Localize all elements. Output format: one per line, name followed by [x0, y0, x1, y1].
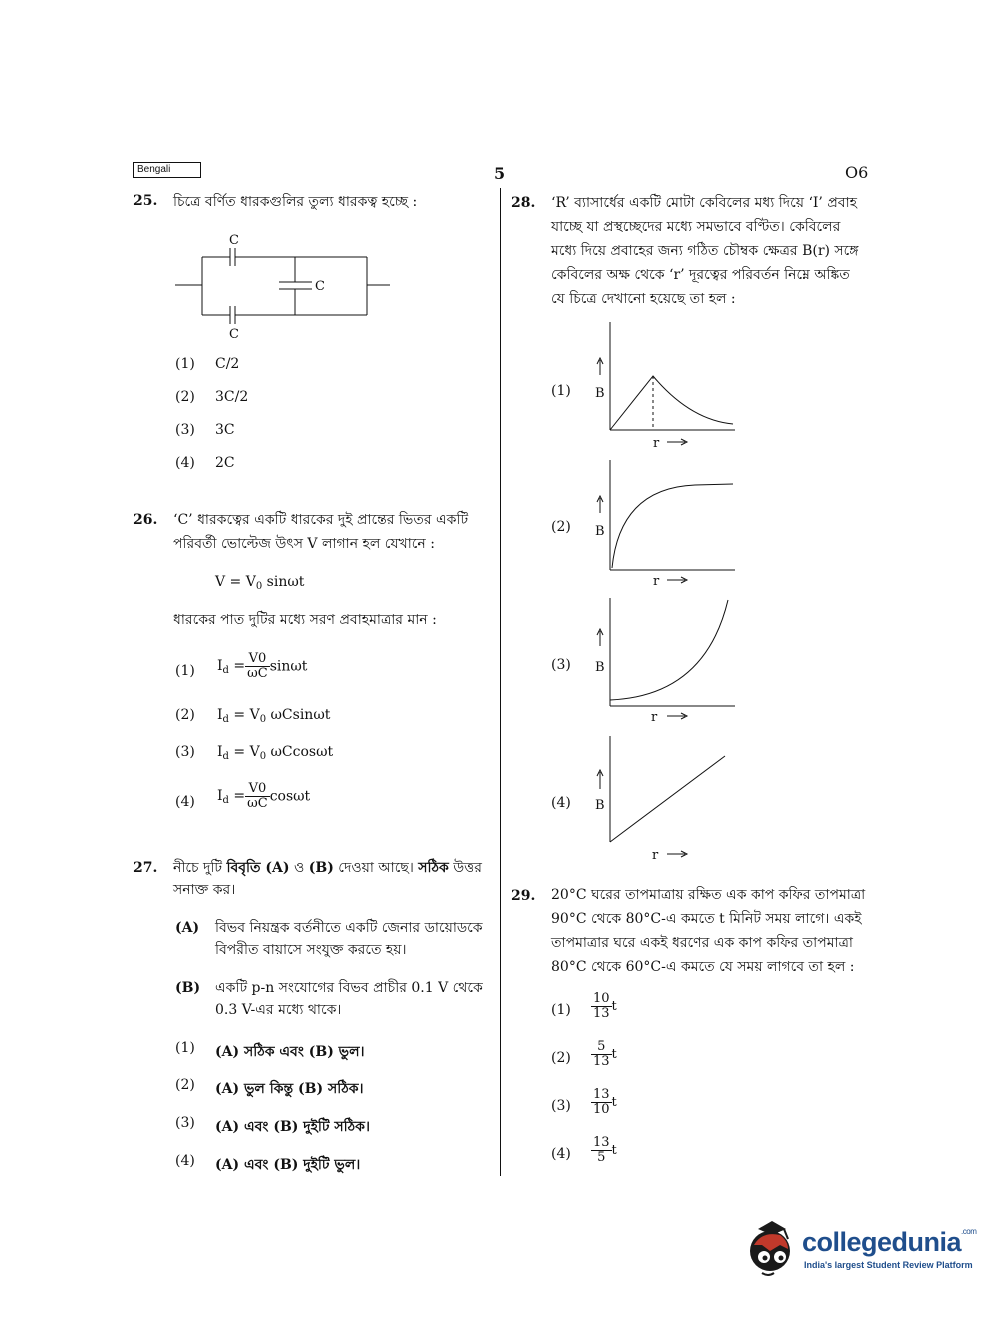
circuit-label-top: C [229, 233, 239, 248]
q28-option-4[interactable]: (4) [551, 795, 571, 811]
question-text-26-line2: পরিবর্তী ভোল্টেজ উৎস V লাগান হল যেখানে : [173, 536, 435, 552]
question-text-27-line1: নীচে দুটি বিবৃতি (A) ও (B) দেওয়া আছে। সঠিক উত্তর [173, 860, 482, 876]
question-text-29-line4: 80°C থেকে 60°C-এ কমতে যে সময় লাগবে তা হল : [551, 959, 855, 975]
statement-a-line2: বিপরীত বায়াসে সংযুক্ত করতে হয়। [215, 942, 407, 958]
equation-v: $V = V_0$ sinωt [215, 574, 305, 592]
graph4-y-label: B [595, 798, 605, 813]
graph-option-4 [585, 734, 745, 869]
graph3-x-label: r [651, 710, 658, 725]
q27-option-3[interactable]: (3) (A) এবং (B) দুইটি সঠিক। [175, 1115, 370, 1135]
question-prompt-26: ধারকের পাত দুটির মধ্যে সরণ প্রবাহমাত্রার মান : [173, 612, 437, 628]
q25-option-1[interactable]: (1) C/2 [175, 356, 240, 372]
question-text-27-line2: সনাক্ত কর। [173, 882, 236, 898]
q25-option-4[interactable]: (4) 2C [175, 455, 235, 471]
graph1-y-label: B [595, 386, 605, 401]
statement-b-line2: 0.3 V-এর মধ্যে থাকে। [215, 1002, 342, 1018]
q25-option-3[interactable]: (3) 3C [175, 422, 235, 438]
question-text-28-line4: কেবিলের অক্ষ থেকে ‘r’ দূরত্বের পরিবর্তন নিম্নে অঙ্কিত [551, 267, 850, 283]
statement-a-label: (A) [175, 920, 200, 936]
question-number-27: 27. [133, 860, 158, 876]
question-text-29-line3: তাপমাত্রার ঘরে একই ধরণের এক কাপ কফির তাপমাত্রা [551, 935, 853, 951]
q28-option-1[interactable]: (1) [551, 383, 571, 399]
column-divider [500, 188, 501, 1176]
q27-option-2[interactable]: (2) (A) ভুল কিন্তু (B) সঠিক। [175, 1077, 364, 1097]
logo-brand: collegedunia$^{.com}$ [802, 1227, 977, 1257]
capacitor-circuit [175, 230, 395, 345]
q25-option-2[interactable]: (2) 3C/2 [175, 389, 249, 405]
logo-tagline: India's largest Student Review Platform [804, 1260, 973, 1270]
question-number-26: 26. [133, 512, 158, 528]
q26-option-2[interactable]: (2) $I_d = V_0$ ωCsinωt [175, 707, 331, 725]
q27-option-4[interactable]: (4) (A) এবং (B) দুইটি ভুল। [175, 1153, 361, 1173]
question-number-25: 25. [133, 193, 158, 209]
question-text-28-line5: যে চিত্রে দেখানো হয়েছে তা হল : [551, 291, 736, 307]
statement-b-line1: একটি p-n সংযোগের বিভব প্রাচীর 0.1 V থেকে [215, 980, 483, 996]
graph3-y-label: B [595, 660, 605, 675]
statement-b-label: (B) [175, 980, 201, 996]
graph-option-3 [585, 596, 745, 731]
q28-option-2[interactable]: (2) [551, 519, 571, 535]
graph-option-1 [585, 320, 745, 455]
paper-code: O6 [845, 163, 869, 182]
q28-option-3[interactable]: (3) [551, 657, 571, 673]
collegedunia-logo[interactable] [740, 1215, 980, 1285]
graph1-x-label: r [653, 436, 660, 451]
graph4-x-label: r [652, 848, 659, 863]
question-text-28-line3: মধ্যে দিয়ে প্রবাহের জন্য গঠিত চৌম্বক ক্ষেত্রর B(r) সঙ্গে [551, 243, 859, 259]
question-text-25: চিত্রে বর্ণিত ধারকগুলির তুল্য ধারকত্ব হচ্ছে : [173, 194, 418, 210]
statement-a-line1: বিভব নিয়ন্ত্রক বর্তনীতে একটি জেনার ডায়োডকে [215, 920, 483, 936]
question-text-28-line2: যাচ্ছে যা প্রস্থচ্ছেদের মধ্যে সমভাবে বণ্টিত। কেবিলের [551, 219, 841, 235]
circuit-label-middle: C [315, 279, 325, 294]
question-text-29-line2: 90°C থেকে 80°C-এ কমতে t মিনিট সময় লাগে। একই [551, 911, 862, 927]
q26-option-3[interactable]: (3) $I_d = V_0$ ωCcosωt [175, 744, 334, 762]
question-number-28: 28. [511, 195, 536, 211]
language-tag: Bengali [133, 162, 201, 178]
question-text-26-line1: ‘C’ ধারকত্বের একটি ধারকের দুই প্রান্তের ভিতর একটি [173, 512, 469, 528]
page-number: 5 [494, 164, 506, 183]
question-text-28-line1: ‘R’ ব্যাসার্ধের একটি মোটা কেবিলের মধ্য দিয়ে ‘I’ প্রবাহ [551, 195, 857, 211]
question-text-29-line1: 20°C ঘরের তাপমাত্রায় রক্ষিত এক কাপ কফির তাপমাত্রা [551, 887, 866, 903]
q27-option-1[interactable]: (1) (A) সঠিক এবং (B) ভুল। [175, 1040, 365, 1060]
graph2-x-label: r [653, 574, 660, 589]
circuit-label-bottom: C [229, 327, 239, 342]
mascot-icon [740, 1215, 802, 1281]
graph-option-2 [585, 458, 745, 593]
question-number-29: 29. [511, 888, 536, 904]
graph2-y-label: B [595, 524, 605, 539]
